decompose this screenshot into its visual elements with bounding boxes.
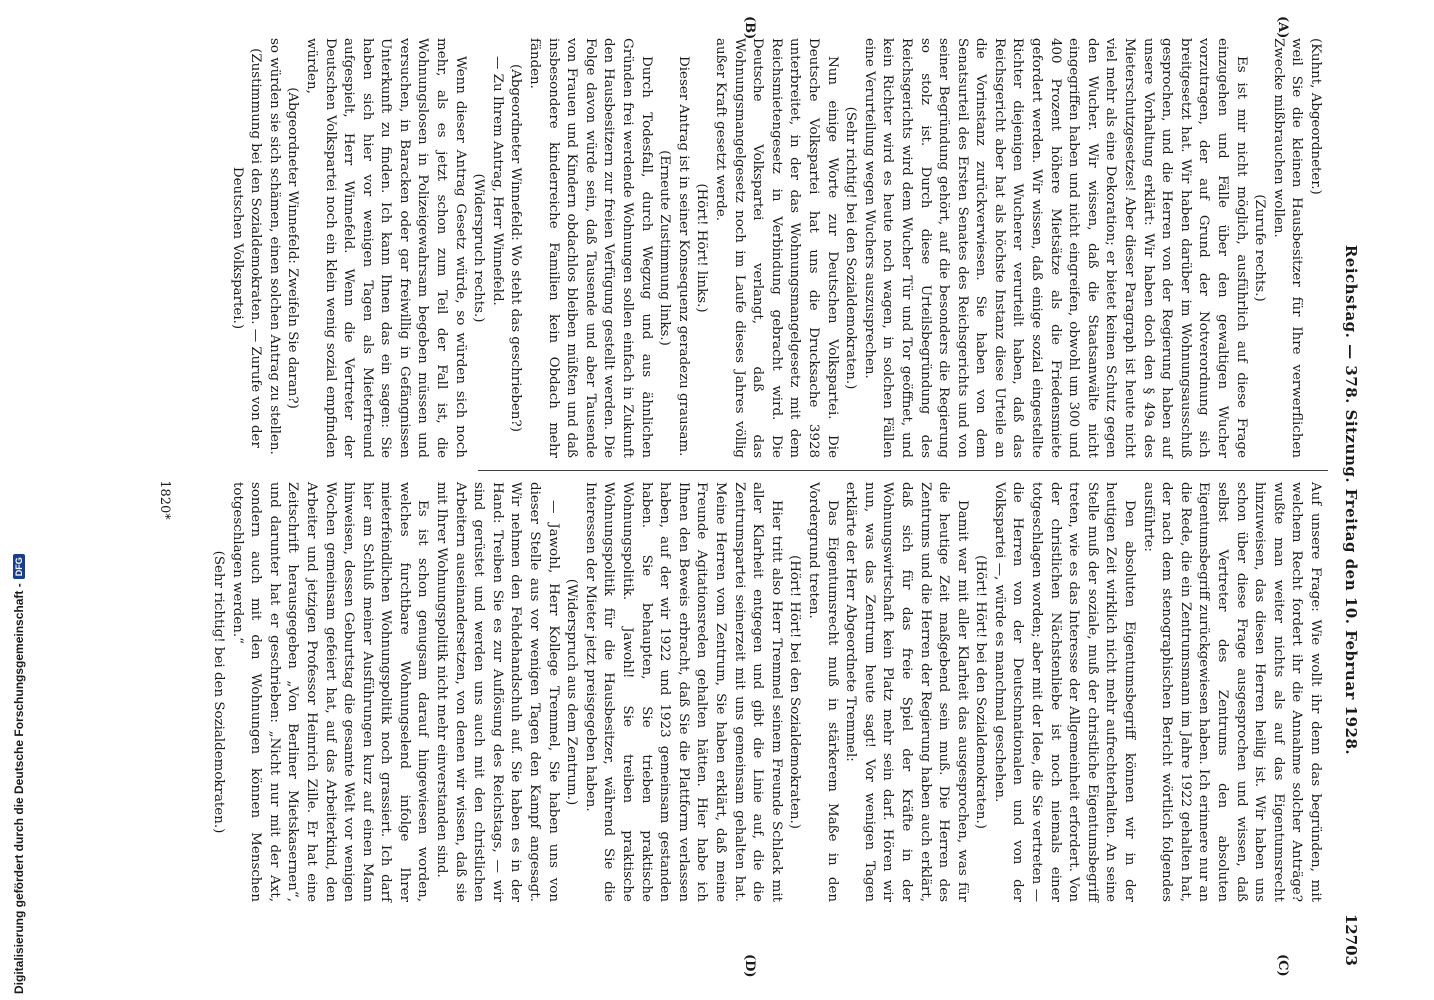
paragraph: — Jawohl, Herr Kollege Tremmel, Sie haben uns von dieser Stelle aus vor wenigen Tagen den Kampf angesagt. Wir nehmen den Fehdehandschuh auf. Sie haben es in der Hand: Treiben Sie es zur Auflösung des Reichstags, — wir sind gerüstet und werden uns auch mit den christlichen Arbeitern auseinandersetzen, von denen wir wissen, daß sie mit Ihrer Wohnungspolitik nicht mehr einverstanden sind. [434, 482, 561, 902]
right-column [208, 482, 1324, 902]
dfg-logo: DFG [13, 554, 25, 579]
interjection: (Sehr richtig! bei den Sozialdemokraten.) [843, 106, 859, 390]
paragraph: Durch Todesfall, durch Wegzug und aus ähnlichen Gründen frei werdende Wohnungen sollen einfach in Zukunft den Hausbesitzern zur freien Verfügung gestellt werden. Die Folge davon würde sein, daß Tausende und aber Tausende von Frauen und Kindern obdachlos bleiben müßten und daß insbesondere kinderreiche Familien kein Obdach mehr fänden. [527, 38, 654, 458]
page-footer-number: 1820* [157, 480, 172, 520]
paragraph: Es ist schon genugsam darauf hingewiesen worden, welches furchtbare Wohnungselend infolge Ihrer mieterfeindlichen Wohnungspolitik noch grassiert. Ich darf hier am Schluß meiner Ausführungen kurz auf einen Mann hinweisen, dessen Geburtstag die gesamte Welt vor wenigen Wochen gemeinsam gefeiert hat, auf das Arbeiterkind, den Arbeiter und jetzigen Professor Heinrich Zille. Er hat eine Zeitschrift herausgegeben „Von Berliner Mietskasernen“, und darunter hat er geschrieben: „Nicht nur mit der Axt, sondern auch mit den Wohnungen können Menschen totgeschlagen werden.“ [229, 482, 431, 902]
paragraph: Es ist mir nicht möglich, ausführlich auf diese Frage einzugehen und Fälle über den gewaltigen Wucher vorzutragen, der auf Grund der Notverordnung sich breitgesetzt hat. Wir haben darüber im Wohnungsausschuß gesprochen, und die Herren von der Regierung haben auf unsere Vorhaltung erklärt: Wir haben doch den § 49a des Mieterschutzgesetzes! Aber dieser Paragraph ist heute nicht viel mehr als eine Dekoration; er bietet keinen Schutz gegen den Wucher. Wir wissen, daß die Staatsanwälte nicht eingegriffen haben und nicht eingreifen, obwohl um 300 und 400 Prozent höhere Mietsätze als die Friedensmiete gefordert werden. Wir wissen, daß einige sozial eingestellte Richter diejenigen Wucherer verurteilt haben, daß das Reichsgericht aber hat als höchste Instanz diese Urteile an die Vorinstanz zurückverwiesen. Sie haben von dem Senatsurteil des Ersten Senates des Reichsgerichts und von seiner Begründung gehört, auf die besonders die Regierung so stolz ist. Durch diese Urteilsbegründung des Reichsgerichts wird dem Wucher Tür und Tor geöffnet, und kein Richter wird es heute noch wagen, in solchen Fällen eine Verurteilung wegen Wuchers auszusprechen. [861, 38, 1249, 458]
margin-mark-c: (C) [1275, 954, 1290, 977]
header-page-number: 12703 [1342, 913, 1360, 966]
paragraph: — Zu Ihrem Antrag, Herr Winnefeld. [489, 56, 505, 306]
interjection: (Sehr richtig! bei den Sozialdemokraten.) [210, 550, 226, 834]
interjection: (Hört! Hört! links.) [694, 183, 710, 313]
quotation: Den absoluten Eigentumsbegriff können wir in der heutigen Zeit wirklich nicht mehr aufrechterhalten. An seine Stelle muß der soziale, muß der christliche Eigentumsbegriff treten, wie es das Interesse der Allgemeinheit erfordert. Von der christlichen Nächstenliebe ist noch niemals einer totgeschlagen worden; aber mit der Idee, die Sie vertreten — die Herren von der Deutschnationalen und von der Volkspartei —, würde es manchmal geschehen. [991, 482, 1138, 902]
paragraph: Hier tritt also Herr Tremmel seinem Freunde Schlack mit aller Klarheit entgegen und gibt die Linie auf, die die Zentrumspartei seinerzeit mit uns gemeinsam gehalten hat. Meine Herren vom Zentrum, Sie haben erklärt, daß meine Freunde Agitationsreden gehalten hätten. Hier habe ich Ihnen den Beweis erbracht, daß Sie die Plattform verlassen haben, auf der wir 1922 und 1923 gemeinsam gestanden haben. Sie behaupten, Sie trieben praktische Wohnungspolitik. Jawohl! Sie treiben praktische Wohnungspolitik für die Hausbesitzer, während Sie die Interessen der Mieter jetzt preisgegeben haben. [582, 482, 784, 902]
header-title: Reichstag. — 378. Sitzung. Freitag den 10. Februar 1928. [1342, 244, 1360, 756]
interjection: (Widerspruch rechts.) [471, 173, 487, 323]
interjection: (Abgeordneter Winnefeld: Zweifeln Sie daran?) [285, 87, 301, 409]
interjection: (Hört! Hört! bei den Sozialdemokraten.) [787, 555, 803, 829]
quotation: Das Eigentumsrecht muß in stärkerem Maße in den Vordergrund treten. [805, 482, 840, 902]
digitization-sidebar [6, 4, 32, 994]
margin-mark-b: (B) [742, 16, 757, 40]
margin-mark-a: (A) [1275, 16, 1290, 39]
paragraph: Nun einige Worte zur Deutschen Volkspartei. Die Deutsche Volkspartei hat uns die Drucksache 3928 unterbreitet, in der das Wohnungsmangelgesetz mit dem Reichsmietengesetz in Verbindung gebracht wird. Die Deutsche Volkspartei verlangt, daß das Wohnungsmangelgesetz noch im Laufe dieses Jahres völlig außer Kraft gesetzt werde. [713, 38, 840, 458]
interjection: (Widerspruch aus dem Zentrum.) [564, 578, 580, 806]
paragraph: Damit war mit aller Klarheit das ausgesprochen, was für die heutige Zeit maßgebend sein muß. Die Herren des Zentrums und die Herren der Regierung haben auch erklärt, daß sich für das freie Spiel der Kräfte in der Wohnungswirtschaft kein Platz mehr sein darf. Hören wir nun, was das Zentrum heute sagt! Vor wenigen Tagen erklärte der Herr Abgeordnete Tremmel: [843, 482, 970, 902]
sidebar-credit: Digitalisierung gefördert durch die Deutsche Forschungsgemeinschaft - [12, 583, 26, 994]
left-column [227, 38, 1324, 458]
page-header [1336, 34, 1360, 966]
paragraph: so würden sie sich schämen, einen solchen Antrag zu stellen. [266, 38, 282, 455]
interjection: (Zurufe rechts.) [1252, 194, 1268, 302]
margin-mark-d: (D) [742, 954, 757, 978]
interjection: (Abgeordneter Winnefeld: Wo steht das geschrieben?) [508, 64, 524, 432]
paragraph: weil Sie die kleinen Hausbesitzer für Ihre verwerflichen Zwecke mißbrauchen wollen. [1270, 38, 1305, 458]
document-page [0, 14, 1372, 986]
paragraph: Dieser Antrag ist in seiner Konsequenz geradezu grausam. [675, 56, 691, 457]
interjection: (Hört! Hört! bei den Sozialdemokraten.) [973, 555, 989, 829]
interjection: (Zustimmung bei den Sozialdemokraten. — Zurufe von der Deutschen Volkspartei.) [229, 48, 264, 448]
paragraph: Wenn dieser Antrag Gesetz würde, so würden sich noch mehr, als es jetzt schon zum Teil der Fall ist, die Wohnungslosen in Polizeigewahrsam begeben müssen und versuchen, in Baracken oder gar freiwillig in Gefängnissen Unterkunft zu finden. Ich kann Ihnen das ein sagen: Sie haben sich hier vor wenigen Tagen als Mieterfreund aufgespielt, Herr Winnefeld. Wenn die Vertreter der Deutschen Volkspartei noch ein klein wenig sozial empfinden würden, [303, 38, 468, 458]
column-divider [478, 470, 1328, 471]
speaker-line: (Kuhnt, Abgeordneter.) [1308, 38, 1323, 195]
interjection: (Erneute Zustimmung links.) [657, 150, 673, 346]
paragraph: Auf unsere Frage: Wie wollt ihr denn das begründen, mit welchem Recht fordert ihr die Annahme solcher Anträge? wußte man weiter nichts als auf das Eigentumsrecht hinzuweisen, das diesen Herren heilig ist. Wir haben uns schon über diese Frage ausgesprochen und wissen, daß selbst Vertreter des Zentrums den absoluten Eigentumsbegriff zurückgewiesen haben. Ich erinnere nur an die Rede, die ein Zentrumsmann im Jahre 1922 gehalten hat, der nach dem stenographischen Bericht wörtlich folgendes ausführte: [1140, 482, 1323, 902]
